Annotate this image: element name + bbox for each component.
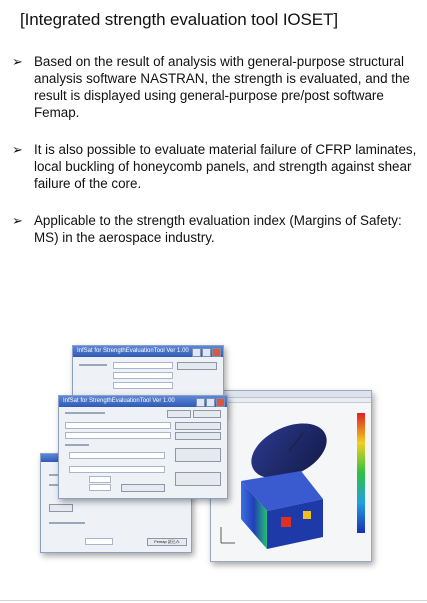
arrow-bullet-icon: ➢ <box>12 213 23 228</box>
browse-button[interactable] <box>177 362 217 370</box>
close-icon[interactable] <box>212 348 221 357</box>
bullet-item <box>12 141 417 192</box>
footer-rule <box>0 600 427 601</box>
femap-load-button[interactable]: Femap 読込み <box>147 538 187 546</box>
color-legend <box>357 413 365 533</box>
window-title: InfSat for StrengthEvaluationTool Ver 1.00 <box>73 346 223 357</box>
bullet-item <box>12 53 417 121</box>
evaluation-type-select[interactable] <box>69 452 165 459</box>
bullet-text: It is also possible to evaluate material failure of CFRP laminates, local buckling of honeycomb panels, and strength against shear failure of the core. <box>34 142 417 191</box>
software-screenshot-figure <box>40 345 370 563</box>
arrow-bullet-icon: ➢ <box>12 142 23 157</box>
femap-contour-plot <box>210 390 372 562</box>
satellite-model-graphic <box>211 403 371 561</box>
browse-button[interactable] <box>175 422 221 430</box>
tool-window-front <box>58 395 228 499</box>
arrow-bullet-icon: ➢ <box>12 54 23 69</box>
page-title: [Integrated strength evaluation tool IOSET] <box>20 10 338 29</box>
file-select-button[interactable] <box>49 504 73 512</box>
close-icon[interactable] <box>216 398 225 407</box>
bullet-text: Applicable to the strength evaluation index (Margins of Safety: MS) in the aerospace industry. <box>34 213 402 245</box>
evaluation-type-select[interactable] <box>69 466 165 473</box>
bullet-item <box>12 212 417 246</box>
bullet-list <box>12 53 417 266</box>
bullet-text: Based on the result of analysis with general-purpose structural analysis software NASTRAN, the strength is evaluated, and the result is displayed using general-purpose pre/post software Femap. <box>34 54 410 120</box>
window-title: InfSat for StrengthEvaluationTool Ver 1.00 <box>59 396 227 407</box>
